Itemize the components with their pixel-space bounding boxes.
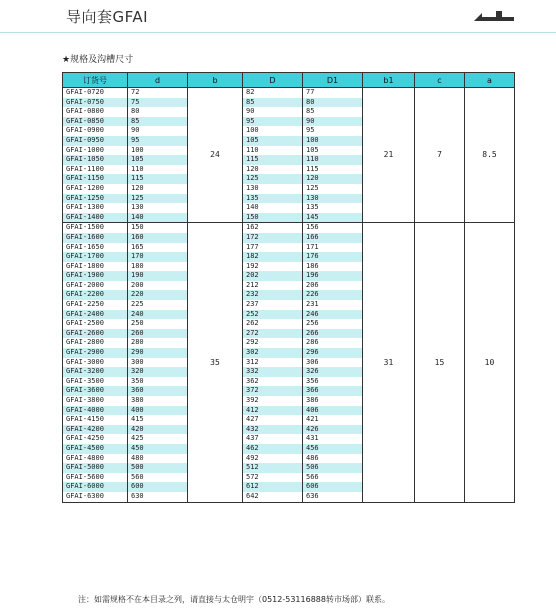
D-cell: 412 [243, 406, 303, 416]
order-no-cell: GFAI-2400 [63, 310, 128, 320]
order-no-cell: GFAI-2600 [63, 329, 128, 339]
b-cell: 35 [188, 223, 243, 502]
d-cell: 200 [128, 281, 188, 291]
order-no-cell: GFAI-1250 [63, 194, 128, 204]
D1-cell: 231 [303, 300, 363, 310]
col-header-b: b [188, 73, 243, 88]
d-cell: 150 [128, 223, 188, 233]
D1-cell: 636 [303, 492, 363, 502]
order-no-cell: GFAI-1200 [63, 184, 128, 194]
d-cell: 600 [128, 482, 188, 492]
D-cell: 332 [243, 367, 303, 377]
D1-cell: 130 [303, 194, 363, 204]
d-cell: 320 [128, 367, 188, 377]
order-no-cell: GFAI-1000 [63, 146, 128, 156]
a-cell: 10 [465, 223, 515, 502]
table-header-row [63, 73, 515, 88]
D1-cell: 356 [303, 377, 363, 387]
D-cell: 292 [243, 338, 303, 348]
D1-cell: 431 [303, 434, 363, 444]
D1-cell: 326 [303, 367, 363, 377]
col-header-D: D [243, 73, 303, 88]
a-cell: 8.5 [465, 88, 515, 223]
D-cell: 150 [243, 213, 303, 223]
D1-cell: 110 [303, 155, 363, 165]
order-no-cell: GFAI-3800 [63, 396, 128, 406]
D1-cell: 421 [303, 415, 363, 425]
d-cell: 480 [128, 454, 188, 464]
D-cell: 232 [243, 290, 303, 300]
order-no-cell: GFAI-0750 [63, 98, 128, 108]
order-no-cell: GFAI-4000 [63, 406, 128, 416]
d-cell: 415 [128, 415, 188, 425]
D1-cell: 286 [303, 338, 363, 348]
D1-cell: 171 [303, 243, 363, 253]
D1-cell: 306 [303, 358, 363, 368]
order-no-cell: GFAI-4500 [63, 444, 128, 454]
order-no-cell: GFAI-4250 [63, 434, 128, 444]
d-cell: 85 [128, 117, 188, 127]
D-cell: 82 [243, 88, 303, 98]
col-header-b1: b1 [363, 73, 415, 88]
D1-cell: 100 [303, 136, 363, 146]
order-no-cell: GFAI-2000 [63, 281, 128, 291]
d-cell: 450 [128, 444, 188, 454]
D-cell: 140 [243, 203, 303, 213]
D1-cell: 115 [303, 165, 363, 175]
d-cell: 300 [128, 358, 188, 368]
D1-cell: 506 [303, 463, 363, 473]
D1-cell: 135 [303, 203, 363, 213]
d-cell: 160 [128, 233, 188, 243]
order-no-cell: GFAI-1100 [63, 165, 128, 175]
d-cell: 425 [128, 434, 188, 444]
D-cell: 237 [243, 300, 303, 310]
D-cell: 312 [243, 358, 303, 368]
D1-cell: 85 [303, 107, 363, 117]
D1-cell: 406 [303, 406, 363, 416]
order-no-cell: GFAI-3200 [63, 367, 128, 377]
order-no-cell: GFAI-1900 [63, 271, 128, 281]
table-body [63, 88, 515, 503]
d-cell: 80 [128, 107, 188, 117]
order-no-cell: GFAI-1500 [63, 223, 128, 233]
D-cell: 105 [243, 136, 303, 146]
D1-cell: 105 [303, 146, 363, 156]
d-cell: 225 [128, 300, 188, 310]
d-cell: 250 [128, 319, 188, 329]
D-cell: 612 [243, 482, 303, 492]
order-no-cell: GFAI-0900 [63, 126, 128, 136]
D-cell: 302 [243, 348, 303, 358]
order-no-cell: GFAI-2250 [63, 300, 128, 310]
brand-logo-icon [474, 8, 514, 22]
D-cell: 182 [243, 252, 303, 262]
b-cell: 24 [188, 88, 243, 223]
b1-cell: 21 [363, 88, 415, 223]
D-cell: 110 [243, 146, 303, 156]
d-cell: 95 [128, 136, 188, 146]
D1-cell: 77 [303, 88, 363, 98]
D-cell: 392 [243, 396, 303, 406]
D-cell: 95 [243, 117, 303, 127]
D-cell: 100 [243, 126, 303, 136]
D-cell: 262 [243, 319, 303, 329]
D1-cell: 145 [303, 213, 363, 223]
d-cell: 400 [128, 406, 188, 416]
order-no-cell: GFAI-6300 [63, 492, 128, 502]
D-cell: 202 [243, 271, 303, 281]
order-no-cell: GFAI-4800 [63, 454, 128, 464]
c-cell: 15 [415, 223, 465, 502]
page-header [0, 0, 556, 33]
order-no-cell: GFAI-0800 [63, 107, 128, 117]
col-header-d: d [128, 73, 188, 88]
D1-cell: 456 [303, 444, 363, 454]
D-cell: 272 [243, 329, 303, 339]
d-cell: 170 [128, 252, 188, 262]
D1-cell: 125 [303, 184, 363, 194]
order-no-cell: GFAI-1600 [63, 233, 128, 243]
D-cell: 362 [243, 377, 303, 387]
D1-cell: 606 [303, 482, 363, 492]
d-cell: 220 [128, 290, 188, 300]
b1-cell: 31 [363, 223, 415, 502]
D-cell: 85 [243, 98, 303, 108]
col-header-order-no: 订货号 [63, 73, 128, 88]
D1-cell: 426 [303, 425, 363, 435]
D1-cell: 256 [303, 319, 363, 329]
d-cell: 260 [128, 329, 188, 339]
d-cell: 500 [128, 463, 188, 473]
D1-cell: 226 [303, 290, 363, 300]
D-cell: 120 [243, 165, 303, 175]
D1-cell: 266 [303, 329, 363, 339]
d-cell: 350 [128, 377, 188, 387]
order-no-cell: GFAI-1300 [63, 203, 128, 213]
order-no-cell: GFAI-1650 [63, 243, 128, 253]
section-title: ★规格及沟槽尺寸 [62, 55, 134, 65]
d-cell: 360 [128, 386, 188, 396]
d-cell: 110 [128, 165, 188, 175]
D-cell: 372 [243, 386, 303, 396]
col-header-a: a [465, 73, 515, 88]
d-cell: 420 [128, 425, 188, 435]
d-cell: 190 [128, 271, 188, 281]
D-cell: 172 [243, 233, 303, 243]
D-cell: 192 [243, 262, 303, 272]
D1-cell: 90 [303, 117, 363, 127]
page-title: 导向套GFAI [66, 8, 149, 26]
c-cell: 7 [415, 88, 465, 223]
order-no-cell: GFAI-0850 [63, 117, 128, 127]
D-cell: 492 [243, 454, 303, 464]
d-cell: 90 [128, 126, 188, 136]
col-header-D1: D1 [303, 73, 363, 88]
order-no-cell: GFAI-1050 [63, 155, 128, 165]
D-cell: 135 [243, 194, 303, 204]
order-no-cell: GFAI-2200 [63, 290, 128, 300]
D-cell: 437 [243, 434, 303, 444]
D1-cell: 80 [303, 98, 363, 108]
order-no-cell: GFAI-6000 [63, 482, 128, 492]
table-row [63, 88, 515, 98]
D1-cell: 186 [303, 262, 363, 272]
d-cell: 120 [128, 184, 188, 194]
order-no-cell: GFAI-2800 [63, 338, 128, 348]
d-cell: 125 [128, 194, 188, 204]
D1-cell: 95 [303, 126, 363, 136]
order-no-cell: GFAI-4150 [63, 415, 128, 425]
d-cell: 165 [128, 243, 188, 253]
d-cell: 290 [128, 348, 188, 358]
order-no-cell: GFAI-3000 [63, 358, 128, 368]
d-cell: 130 [128, 203, 188, 213]
D1-cell: 246 [303, 310, 363, 320]
d-cell: 380 [128, 396, 188, 406]
D-cell: 512 [243, 463, 303, 473]
d-cell: 72 [128, 88, 188, 98]
order-no-cell: GFAI-2900 [63, 348, 128, 358]
order-no-cell: GFAI-5600 [63, 473, 128, 483]
D-cell: 462 [243, 444, 303, 454]
d-cell: 140 [128, 213, 188, 223]
order-no-cell: GFAI-1700 [63, 252, 128, 262]
order-no-cell: GFAI-1150 [63, 174, 128, 184]
D-cell: 177 [243, 243, 303, 253]
D-cell: 427 [243, 415, 303, 425]
d-cell: 100 [128, 146, 188, 156]
D-cell: 162 [243, 223, 303, 233]
footer-note: 注：如需规格不在本目录之列，请直接与太仓明宇（0512-53116888转市场部）联系。 [78, 595, 390, 604]
D-cell: 432 [243, 425, 303, 435]
d-cell: 75 [128, 98, 188, 108]
d-cell: 560 [128, 473, 188, 483]
d-cell: 115 [128, 174, 188, 184]
d-cell: 180 [128, 262, 188, 272]
order-no-cell: GFAI-0950 [63, 136, 128, 146]
D-cell: 130 [243, 184, 303, 194]
order-no-cell: GFAI-0720 [63, 88, 128, 98]
spec-table [62, 72, 515, 503]
D1-cell: 206 [303, 281, 363, 291]
D1-cell: 486 [303, 454, 363, 464]
D-cell: 90 [243, 107, 303, 117]
d-cell: 630 [128, 492, 188, 502]
order-no-cell: GFAI-3600 [63, 386, 128, 396]
d-cell: 240 [128, 310, 188, 320]
col-header-c: c [415, 73, 465, 88]
order-no-cell: GFAI-1400 [63, 213, 128, 223]
D1-cell: 176 [303, 252, 363, 262]
D1-cell: 366 [303, 386, 363, 396]
D-cell: 115 [243, 155, 303, 165]
D-cell: 212 [243, 281, 303, 291]
D1-cell: 156 [303, 223, 363, 233]
d-cell: 280 [128, 338, 188, 348]
table-row [63, 223, 515, 233]
D-cell: 125 [243, 174, 303, 184]
order-no-cell: GFAI-3500 [63, 377, 128, 387]
D-cell: 572 [243, 473, 303, 483]
D1-cell: 386 [303, 396, 363, 406]
D-cell: 252 [243, 310, 303, 320]
D-cell: 642 [243, 492, 303, 502]
D1-cell: 166 [303, 233, 363, 243]
order-no-cell: GFAI-1800 [63, 262, 128, 272]
D1-cell: 120 [303, 174, 363, 184]
order-no-cell: GFAI-2500 [63, 319, 128, 329]
order-no-cell: GFAI-4200 [63, 425, 128, 435]
D1-cell: 296 [303, 348, 363, 358]
D1-cell: 196 [303, 271, 363, 281]
d-cell: 105 [128, 155, 188, 165]
order-no-cell: GFAI-5000 [63, 463, 128, 473]
D1-cell: 566 [303, 473, 363, 483]
